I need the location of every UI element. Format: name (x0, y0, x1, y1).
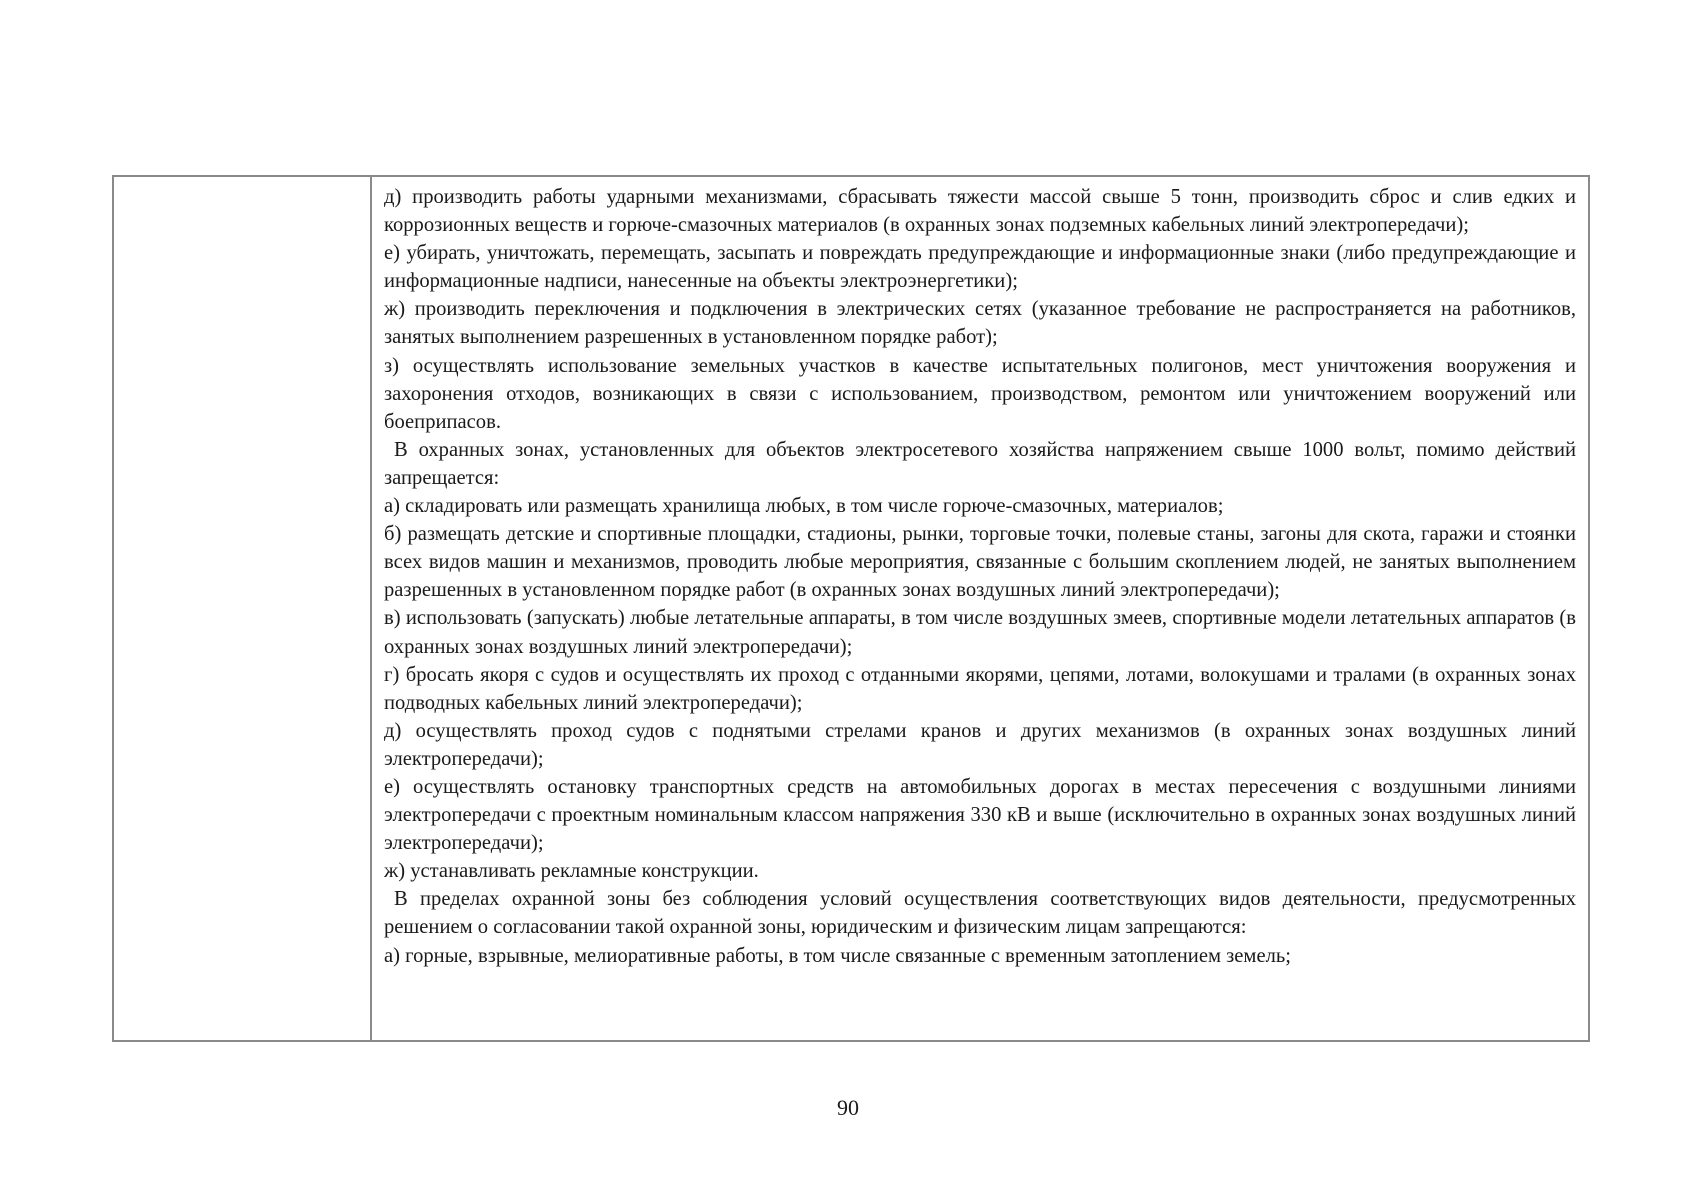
page-number: 90 (837, 1095, 859, 1120)
paragraph: е) осуществлять остановку транспортных средств на автомобильных дорогах в местах пересечения с воздушными линиями электропередачи с проектным номинальным классом напряжения 330 кВ и выше (исключительно в охранных зонах воздушных линий электропередачи); (384, 775, 1576, 855)
paragraph: г) бросать якоря с судов и осуществлять их проход с отданными якорями, цепями, лотами, волокушами и тралами (в охранных зонах подводных кабельных линий электропередачи); (384, 663, 1576, 714)
paragraph: б) размещать детские и спортивные площадки, стадионы, рынки, торговые точки, полевые станы, загоны для скота, гаражи и стоянки всех видов машин и механизмов, проводить любые мероприятия, связанные с большим скоплением людей, не занятых выполнением разрешенных в установленном порядке работ (в охранных зонах воздушных линий электропередачи); (384, 523, 1576, 602)
paragraph: в) использовать (запускать) любые летательные аппараты, в том числе воздушных змеев, спортивные модели летательных аппаратов (в охранных зонах воздушных линий электропередачи); (384, 607, 1576, 658)
paragraph: а) складировать или размещать хранилища любых, в том числе горюче-смазочных, материалов; (384, 495, 1224, 518)
paragraph: В пределах охранной зоны без соблюдения условий осуществления соответствующих видов деятельности, предусмотренных решением о согласовании такой охранной зоны, юридическим и физическим лицам запрещаются: (384, 888, 1576, 939)
paragraph: а) горные, взрывные, мелиоративные работы, в том числе связанные с временным затоплением земель; (384, 944, 1291, 967)
paragraph: з) осуществлять использование земельных участков в качестве испытательных полигонов, мест уничтожения вооружения и захоронения отходов, возникающих в связи с использованием, производством, ремонтом или уничтожением вооружений или боеприпасов. (384, 354, 1576, 433)
paragraph: В охранных зонах, установленных для объектов электросетевого хозяйства напряжением свыше 1000 вольт, помимо действий запрещается: (384, 438, 1576, 489)
paragraph: ж) производить переключения и подключения в электрических сетях (указанное требование не распространяется на работников, занятых выполнением разрешенных в установленном порядке работ); (384, 298, 1576, 349)
table-right-cell (372, 177, 1588, 1040)
paragraph: ж) устанавливать рекламные конструкции. (384, 860, 759, 883)
paragraph: д) производить работы ударными механизмами, сбрасывать тяжести массой свыше 5 тонн, производить сброс и слив едких и коррозионных веществ и горюче-смазочных материалов (в охранных зонах подземных кабельных линий электропередачи); (384, 186, 1576, 237)
paragraph: е) убирать, уничтожать, перемещать, засыпать и повреждать предупреждающие и информационные знаки (либо предупреждающие и информационные надписи, нанесенные на объекты электроэнергетики); (384, 242, 1576, 293)
paragraph: д) осуществлять проход судов с поднятыми стрелами кранов и других механизмов (в охранных зонах воздушных линий электропередачи); (384, 719, 1576, 770)
document-table (112, 175, 1590, 1042)
table-left-cell (114, 177, 372, 1040)
